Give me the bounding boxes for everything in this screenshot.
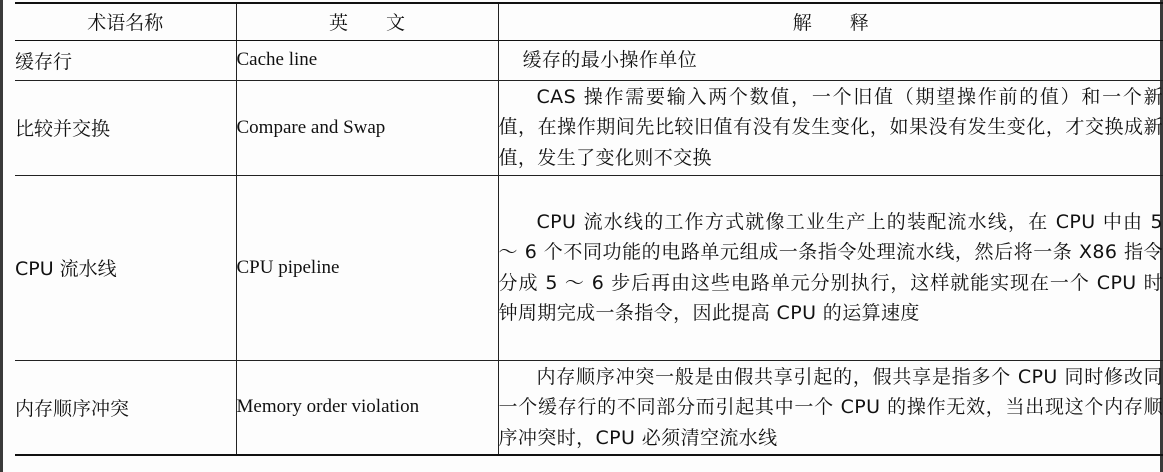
term-cell: 内存顺序冲突 — [15, 360, 236, 455]
table-header-row — [15, 3, 1163, 40]
explanation-cell: 内存顺序冲突一般是由假共享引起的，假共享是指多个 CPU 同时修改同一个缓存行的不同部分而引起其中一个 CPU 的操作无效，当出现这个内存顺序冲突时，CPU 必须清空流水线 — [498, 360, 1163, 455]
english-cell: CPU pipeline — [236, 175, 498, 360]
terms-table — [15, 2, 1163, 456]
header-explanation: 解 释 — [498, 3, 1163, 40]
table-row — [15, 360, 1163, 455]
term-cell: 比较并交换 — [15, 80, 236, 175]
explanation-cell: CAS 操作需要输入两个数值，一个旧值（期望操作前的值）和一个新值，在操作期间先比较旧值有没有发生变化，如果没有发生变化，才交换成新值，发生了变化则不交换 — [498, 80, 1163, 175]
english-cell: Memory order violation — [236, 360, 498, 455]
explanation-cell: CPU 流水线的工作方式就像工业生产上的装配流水线，在 CPU 中由 5 ～ 6 个不同功能的电路单元组成一条指令处理流水线，然后将一条 X86 指令分成 5 ～ 6 步后再由这些电路单元分别执行，这样就能实现在一个 CPU 时钟周期完成一条指令，因此提高 CPU 的运算速度 — [498, 175, 1163, 360]
header-english: 英 文 — [236, 3, 498, 40]
term-cell: 缓存行 — [15, 40, 236, 80]
english-cell: Cache line — [236, 40, 498, 80]
explanation-cell: 缓存的最小操作单位 — [498, 40, 1163, 80]
english-cell: Compare and Swap — [236, 80, 498, 175]
header-term: 术语名称 — [15, 3, 236, 40]
table-row — [15, 80, 1163, 175]
table-row — [15, 175, 1163, 360]
table-row — [15, 40, 1163, 80]
term-cell: CPU 流水线 — [15, 175, 236, 360]
